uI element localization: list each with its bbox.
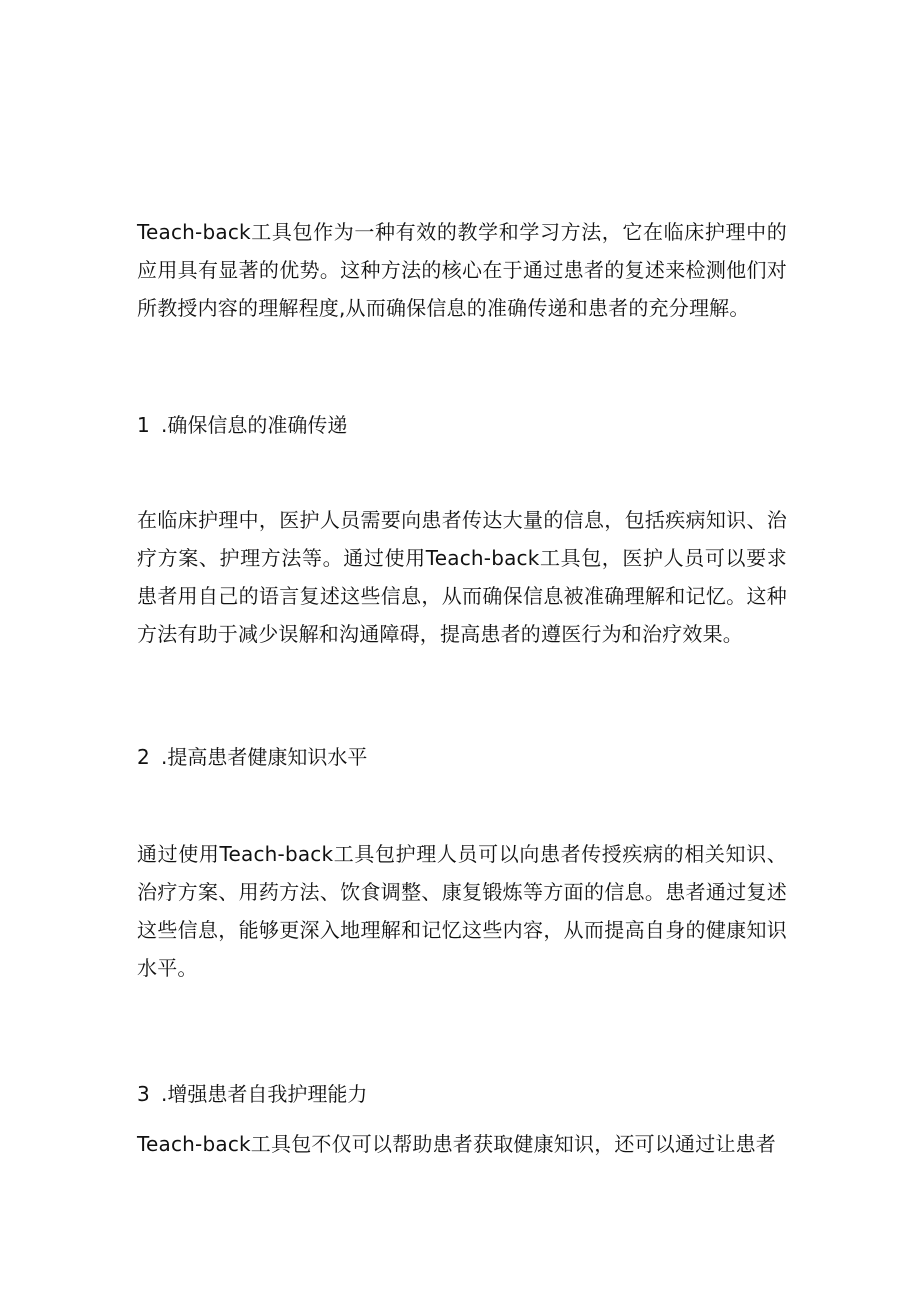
section-heading-2: [137, 742, 787, 772]
section-body-1: 在临床护理中，医护人员需要向患者传达大量的信息，包括疾病知识、治疗方案、护理方法等。通过使用Teach-back工具包，医护人员可以要求患者用自己的语言复述这些信息，从而确保信息被准确理解和记忆。这种方法有助于减少误解和沟通障碍，提高患者的遵医行为和治疗效果。: [137, 508, 787, 646]
section-heading-1: [137, 410, 787, 440]
section-title-1: .确保信息的准确传递: [161, 413, 348, 437]
section-title-2: .提高患者健康知识水平: [161, 745, 368, 769]
section-number-1: 1: [137, 413, 150, 437]
section-body-3: Teach-back工具包不仅可以帮助患者获取健康知识，还可以通过让患者: [137, 1132, 776, 1156]
section-number-3: 3: [137, 1082, 150, 1106]
section-title-3: .增强患者自我护理能力: [161, 1082, 368, 1106]
section-heading-3: [137, 1079, 787, 1109]
section-body-2: 通过使用Teach-back工具包护理人员可以向患者传授疾病的相关知识、治疗方案、用药方法、饮食调整、康复锻炼等方面的信息。患者通过复述这些信息，能够更深入地理解和记忆这些内容，从而提高自身的健康知识水平。: [137, 842, 787, 980]
intro-paragraph: Teach-back工具包作为一种有效的教学和学习方法，它在临床护理中的应用具有显著的优势。这种方法的核心在于通过患者的复述来检测他们对所教授内容的理解程度,从而确保信息的准确传递和患者的充分理解。: [137, 220, 787, 320]
section-number-2: 2: [137, 745, 150, 769]
